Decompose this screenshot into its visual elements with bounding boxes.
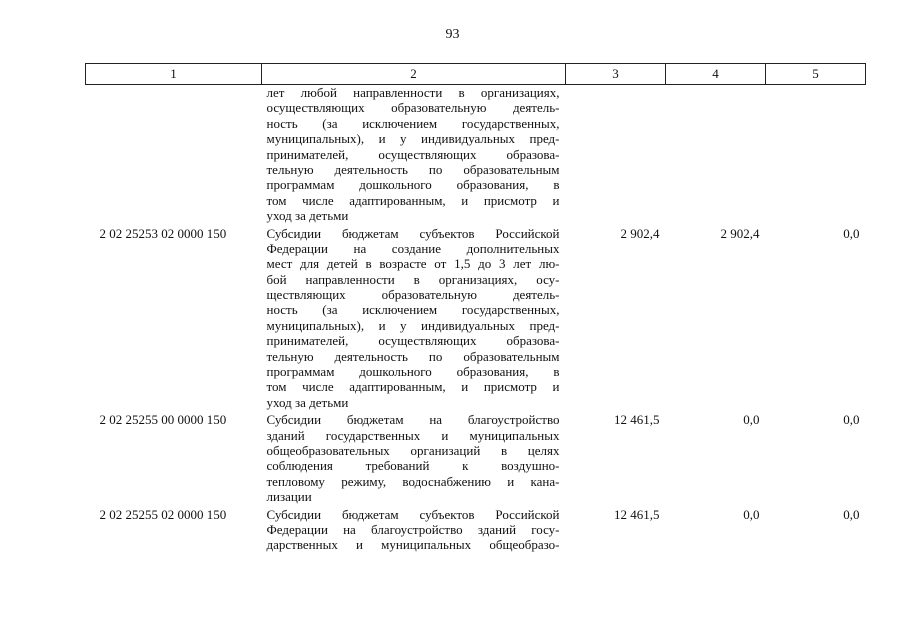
row-code: 2 02 25255 00 0000 150 xyxy=(99,412,227,428)
row-name-line: лизации xyxy=(266,489,312,505)
row-value-col5: 0,0 xyxy=(843,225,860,241)
row-value-col4: 0,0 xyxy=(743,506,760,522)
row-name-line: программам дошкольного образования, в xyxy=(266,177,560,193)
row-value-col5: 0,0 xyxy=(843,412,860,428)
header-col-5: 5 xyxy=(766,64,866,85)
row-name-line: лет любой направленности в организациях, xyxy=(266,85,560,100)
header-col-3: 3 xyxy=(566,64,666,85)
row-code xyxy=(86,85,262,224)
row-name-line: осуществляющих образовательную деятель- xyxy=(266,100,560,116)
row-name-line: общеобразовательных организаций в целях xyxy=(266,442,560,458)
row-name-line: принимателей, осуществляющих образова- xyxy=(266,146,560,162)
row-name xyxy=(262,410,566,504)
row-name-line: том числе адаптированным, и присмотр и xyxy=(266,379,560,395)
page-number: 93 xyxy=(445,27,460,42)
row-name-line: бой направленности в организациях, осу- xyxy=(266,271,560,287)
header-col-1: 1 xyxy=(86,64,262,85)
row-value-col3: 2 902,4 xyxy=(620,225,660,241)
row-name-line: муниципальных), и у индивидуальных пред- xyxy=(266,131,560,147)
row-name-line: Субсидии бюджетам субъектов Российской xyxy=(266,225,560,241)
row-name-line: тельную деятельность по образовательным xyxy=(266,161,560,177)
row-name-line: мест для детей в возрасте от 1,5 до 3 лет лю- xyxy=(266,256,560,272)
row-name-line: дарственных и муниципальных общеобразо- xyxy=(266,537,560,553)
row-name-line: ность (за исключением государственных, xyxy=(266,115,560,131)
row-name-line: Федерации на благоустройство зданий госу- xyxy=(266,521,560,537)
row-name-line: ность (за исключением государственных, xyxy=(266,302,560,318)
row-name-line: соблюдения требований к воздушно- xyxy=(266,458,560,474)
row-value-col5 xyxy=(766,85,866,224)
header-col-2: 2 xyxy=(262,64,566,85)
row-name-line: принимателей, осуществляющих образова- xyxy=(266,333,560,349)
table-row xyxy=(86,85,866,224)
row-name-line: Субсидии бюджетам на благоустройство xyxy=(266,412,560,428)
row-name xyxy=(262,505,566,553)
row-name-line: Субсидии бюджетам субъектов Российской xyxy=(266,506,560,522)
table-row xyxy=(86,224,866,411)
row-name-line: тепловому режиму, водоснабжению и кана- xyxy=(266,473,560,489)
row-name-line: том числе адаптированным, и присмотр и xyxy=(266,192,560,208)
row-value-col5: 0,0 xyxy=(843,506,860,522)
row-name-line: муниципальных), и у индивидуальных пред- xyxy=(266,317,560,333)
row-name xyxy=(262,224,566,411)
row-name-line: уход за детьми xyxy=(266,394,349,410)
row-name-line: уход за детьми xyxy=(266,208,349,224)
row-value-col4 xyxy=(666,85,766,224)
budget-table xyxy=(85,63,866,553)
row-code: 2 02 25255 02 0000 150 xyxy=(99,506,227,522)
row-value-col3 xyxy=(566,85,666,224)
row-name-line: Федерации на создание дополнительных xyxy=(266,240,560,256)
row-code: 2 02 25253 02 0000 150 xyxy=(99,225,227,241)
row-value-col3: 12 461,5 xyxy=(614,412,660,428)
table-body xyxy=(86,85,866,553)
row-value-col4: 0,0 xyxy=(743,412,760,428)
table-row xyxy=(86,505,866,553)
row-value-col3: 12 461,5 xyxy=(614,506,660,522)
header-row xyxy=(86,64,866,85)
row-value-col4: 2 902,4 xyxy=(720,225,760,241)
row-name-line: ществляющих образовательную деятель- xyxy=(266,287,560,303)
row-name xyxy=(262,85,566,224)
table-row xyxy=(86,410,866,504)
row-name-line: зданий государственных и муниципальных xyxy=(266,427,560,443)
row-name-line: тельную деятельность по образовательным xyxy=(266,348,560,364)
row-name-line: программам дошкольного образования, в xyxy=(266,364,560,380)
table-header xyxy=(86,64,866,85)
header-col-4: 4 xyxy=(666,64,766,85)
